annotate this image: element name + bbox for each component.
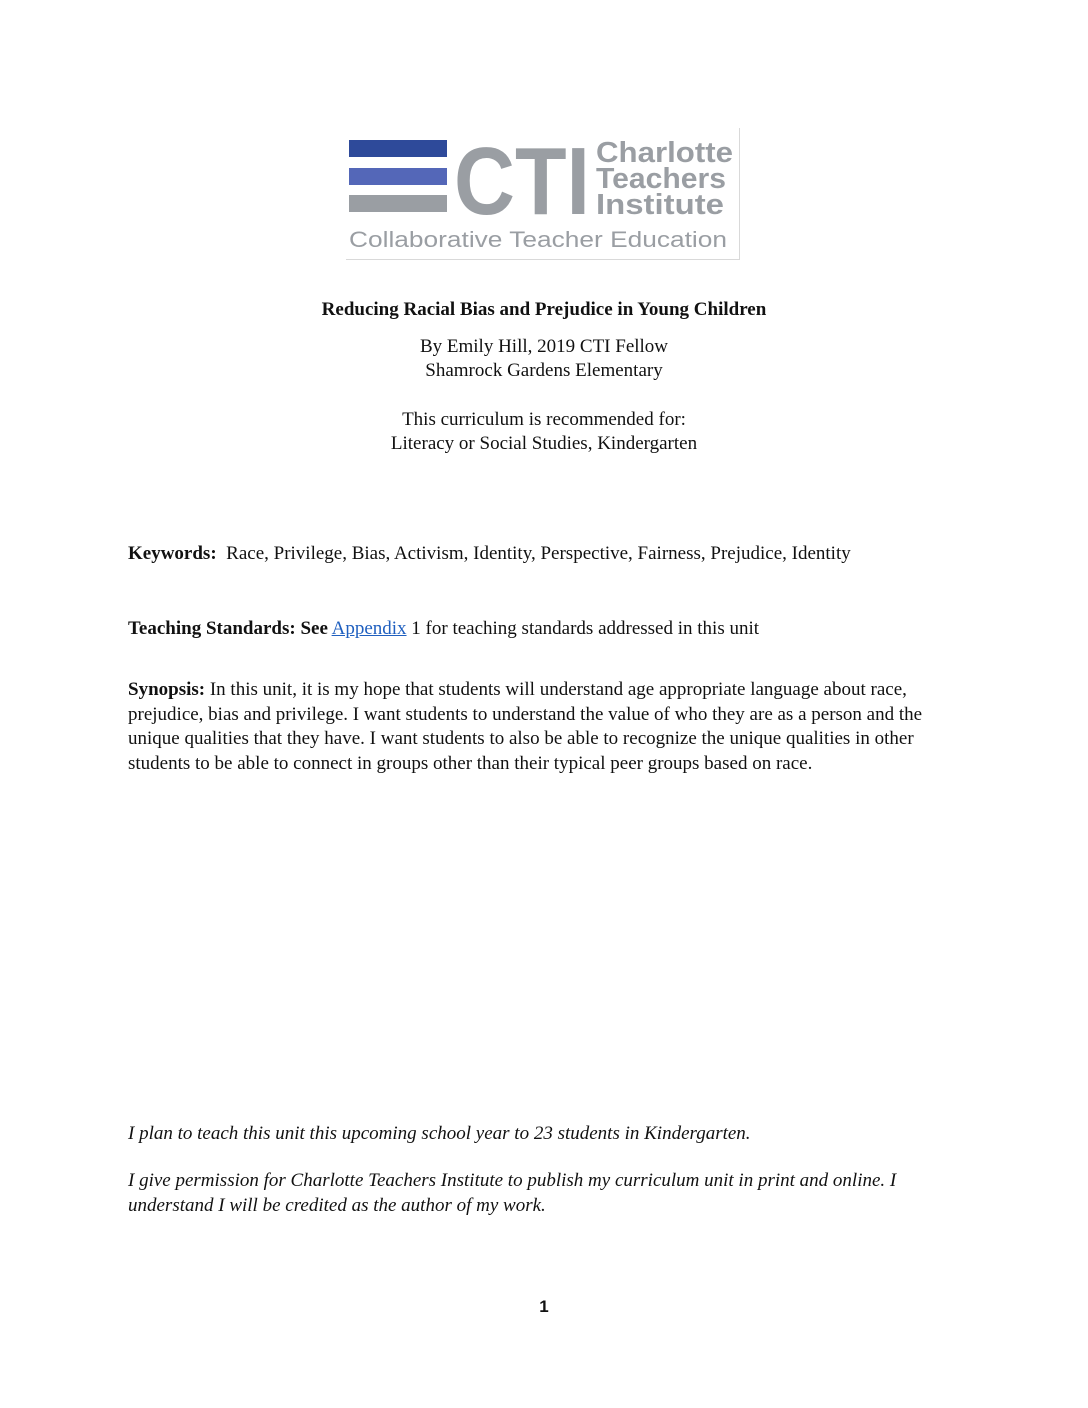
logo-tagline: Collaborative Teacher Education <box>349 227 727 252</box>
recommendation-intro: This curriculum is recommended for: <box>402 409 686 430</box>
logo-name-line1: Charlotte <box>596 137 733 169</box>
school-name: Shamrock Gardens Elementary <box>425 360 663 381</box>
teaching-plan-note: I plan to teach this unit this upcoming school year to 23 students in Kindergarten. <box>128 1123 751 1144</box>
keywords-section <box>128 542 968 567</box>
cti-logo <box>346 128 740 260</box>
logo-bar-middle <box>349 168 447 185</box>
synopsis-label: Synopsis: <box>128 679 206 700</box>
cti-logo-graphic <box>346 128 740 260</box>
logo-bar-top <box>349 140 447 157</box>
appendix-link[interactable]: Appendix <box>331 618 407 639</box>
keywords-value: Race, Privilege, Bias, Activism, Identity, Perspective, Fairness, Prejudice, Identity <box>226 543 851 564</box>
synopsis-section <box>128 678 968 776</box>
logo-bar-bottom <box>349 195 447 212</box>
recommendation-subjects: Literacy or Social Studies, Kindergarten <box>390 433 698 454</box>
author-byline: By Emily Hill, 2019 CTI Fellow <box>419 336 669 357</box>
logo-mark: CTI <box>454 128 590 235</box>
standards-label: Teaching Standards: <box>128 618 296 639</box>
synopsis-text: In this unit, it is my hope that students will understand age appropriate language about race, prejudice, bias and privilege. I want students to understand the value of who they are as a person and the unique qualities that they have. I want students to also be able to recognize the unique qualities in other students to be able to connect in groups other than their typical peer groups based on race. <box>128 679 923 774</box>
teaching-standards-section <box>128 617 968 642</box>
standards-see: See <box>300 618 328 639</box>
logo-name-line3: Institute <box>596 189 724 221</box>
document-title: Reducing Racial Bias and Prejudice in Young Children <box>321 299 767 320</box>
keywords-label: Keywords: <box>128 543 217 564</box>
standards-text: 1 for teaching standards addressed in this unit <box>411 618 760 639</box>
permission-note: I give permission for Charlotte Teachers Institute to publish my curriculum unit in print and online. I understand I will be credited as the author of my work. <box>128 1170 897 1216</box>
logo-name-line2: Teachers <box>596 163 726 195</box>
page-number: 1 <box>539 1297 549 1316</box>
